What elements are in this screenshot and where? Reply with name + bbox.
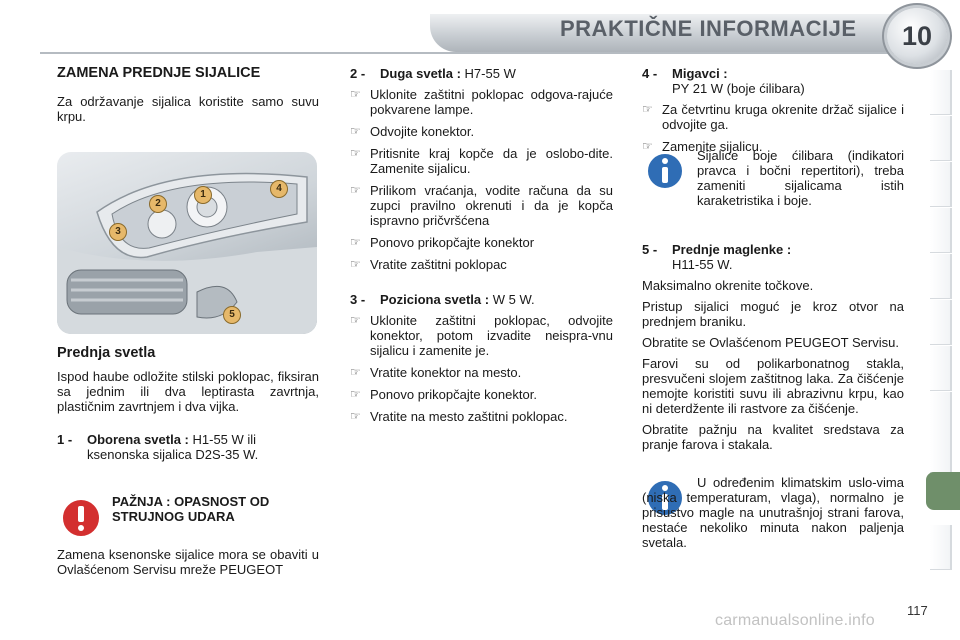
chapter-tab[interactable] xyxy=(930,70,952,115)
watermark: carmanualsonline.info xyxy=(715,612,875,629)
step: ☞ Pritisnite kraj kopče da je oslobo-dite. Zamenite sijalicu. xyxy=(350,146,613,176)
pointing-hand-icon: ☞ xyxy=(350,365,361,379)
chapter-tab-rail xyxy=(928,70,960,575)
warning-title: PAŽNJA : OPASNOST OD STRUJNOG UDARA xyxy=(112,494,270,524)
item-2-steps xyxy=(350,87,613,272)
section-heading: ZAMENA PREDNJE SIJALICE xyxy=(57,65,261,81)
chapter-tab[interactable] xyxy=(930,300,952,345)
step: ☞ Prilikom vraćanja, vodite računa da su zupci pravilno okrenuti i da je kopča ispravno pričvršćena xyxy=(350,183,613,228)
chapter-tab[interactable] xyxy=(930,254,952,299)
chapter-tab[interactable] xyxy=(930,346,952,391)
callout-4: 4 xyxy=(270,180,288,198)
subsection-heading: Prednja svetla xyxy=(57,345,156,361)
pointing-hand-icon: ☞ xyxy=(350,146,361,160)
item-2-value: H7-55 W xyxy=(464,66,516,81)
item-1-value-2: ksenonska sijalica D2S-35 W. xyxy=(87,447,259,462)
item-1-number: 1 - xyxy=(57,432,73,447)
item-2-title: Duga svetla : xyxy=(380,66,461,81)
pointing-hand-icon: ☞ xyxy=(350,235,361,249)
callout-5: 5 xyxy=(223,306,241,324)
step: ☞ Zamenite sijalicu. xyxy=(642,139,763,154)
item-3-number: 3 - xyxy=(350,292,366,307)
item-4-value: PY 21 W (boje ćilibara) xyxy=(672,81,805,96)
intro-text: Za održavanje sijalica koristite samo suvu krpu. xyxy=(57,94,319,124)
callout-2: 2 xyxy=(149,195,167,213)
info-note-amber: Sijalice boje ćilibara (indikatori pravca i bočni repertitori), treba zameniti sijalicama istih karaketristika i boje. xyxy=(697,148,904,208)
pointing-hand-icon: ☞ xyxy=(642,139,653,153)
item-1-value: H1-55 W ili xyxy=(192,432,257,447)
item-4-header xyxy=(642,66,904,96)
front-lights-section xyxy=(57,346,319,462)
warning-text: Zamena ksenonske sijalice mora se obaviti u Ovlašćenom Servisu mreže PEUGEOT xyxy=(57,547,319,577)
chapter-tab-active[interactable] xyxy=(926,472,960,510)
item-1 xyxy=(57,432,319,462)
item-4-number: 4 - xyxy=(642,66,658,81)
step: ☞ Vratite na mesto zaštitni poklopac. xyxy=(350,409,568,424)
chapter-tab[interactable] xyxy=(930,116,952,161)
step: ☞ Uklonite zaštitni poklopac, odvojite konektor, potom izvadite neispra-vnu sijalicu i zamenite je. xyxy=(350,313,613,358)
step: ☞ Ponovo prikopčajte konektor xyxy=(350,235,535,250)
pointing-hand-icon: ☞ xyxy=(350,124,361,138)
item-3-title: Poziciona svetla : xyxy=(380,292,490,307)
chapter-number-badge: 10 xyxy=(887,8,947,64)
item-4-title: Migavci : xyxy=(672,66,728,81)
item-5-header xyxy=(642,242,904,272)
page-number: 117 xyxy=(907,603,928,618)
pointing-hand-icon: ☞ xyxy=(350,87,361,101)
step: ☞ Odvojite konektor. xyxy=(350,124,475,139)
header-rule xyxy=(40,52,910,54)
subsection-intro: Ispod haube odložite stilski poklopac, fiksiran sa jednim ili dva leptirasta zavrtnja, plastičnim zavrtnjem i dva vijka. xyxy=(57,369,319,414)
item-5-value: H11-55 W. xyxy=(672,257,733,272)
item-2-number: 2 - xyxy=(350,66,366,81)
chapter-tab[interactable] xyxy=(930,525,952,570)
item-5 xyxy=(642,242,904,452)
paragraph: Pristup sijalici moguć je kroz otvor na prednjem braniku. xyxy=(642,299,904,329)
chapter-tab[interactable] xyxy=(930,428,952,473)
step: ☞ Ponovo prikopčajte konektor. xyxy=(350,387,537,402)
pointing-hand-icon: ☞ xyxy=(350,409,361,423)
item-5-number: 5 - xyxy=(642,242,658,257)
item-3-value: W 5 W. xyxy=(492,292,535,307)
step: ☞ Za četvrtinu kruga okrenite držač sijalice i odvojite ga. xyxy=(642,102,904,132)
pointing-hand-icon: ☞ xyxy=(350,257,361,271)
pointing-hand-icon: ☞ xyxy=(350,313,361,327)
item-1-title: Oborena svetla : xyxy=(87,432,189,447)
step: ☞ Vratite zaštitni poklopac xyxy=(350,257,507,272)
chapter-tab[interactable] xyxy=(930,162,952,207)
info-note-fog: U određenim klimatskim uslo-vima (niska temperaturam, vlaga), normalno je prisustvo magle na unutrašnjoj strani farova, nestaće nekoliko minuta nakon paljenja svetala. xyxy=(642,475,904,550)
step: ☞ Uklonite zaštitni poklopac odgova-rajuće pokvarene lampe. xyxy=(350,87,613,117)
pointing-hand-icon: ☞ xyxy=(350,387,361,401)
headlamp-photo xyxy=(57,152,317,334)
paragraph: Obratite pažnju na kvalitet sredstava za pranje farova i stakala. xyxy=(642,422,904,452)
item-5-title: Prednje maglenke : xyxy=(672,242,792,257)
item-2-header xyxy=(350,66,613,81)
step: ☞ Vratite konektor na mesto. xyxy=(350,365,522,380)
exclamation-icon xyxy=(60,497,102,539)
paragraph: Obratite se Ovlašćenom PEUGEOT Servisu. xyxy=(642,335,899,350)
item-4-steps xyxy=(642,102,904,154)
pointing-hand-icon: ☞ xyxy=(642,102,653,116)
middle-column xyxy=(350,66,613,424)
callout-1: 1 xyxy=(194,186,212,204)
chapter-tab[interactable] xyxy=(930,208,952,253)
right-column xyxy=(642,66,904,154)
item-3-steps xyxy=(350,313,613,424)
paragraph: Maksimalno okrenite točkove. xyxy=(642,278,814,293)
pointing-hand-icon: ☞ xyxy=(350,183,361,197)
item-3-header xyxy=(350,292,613,307)
callout-3: 3 xyxy=(109,223,127,241)
paragraph: Farovi su od polikarbonatnog stakla, presvučeni slojem zaštitnog laka. Za čišćenje nemojte koristiti suvu ili abrazivnu krpu, kao ni deterdžente ili rastvore za čišćenje. xyxy=(642,356,904,416)
info-icon xyxy=(645,150,685,192)
left-column xyxy=(57,66,319,124)
chapter-title: PRAKTIČNE INFORMACIJE xyxy=(560,16,857,41)
